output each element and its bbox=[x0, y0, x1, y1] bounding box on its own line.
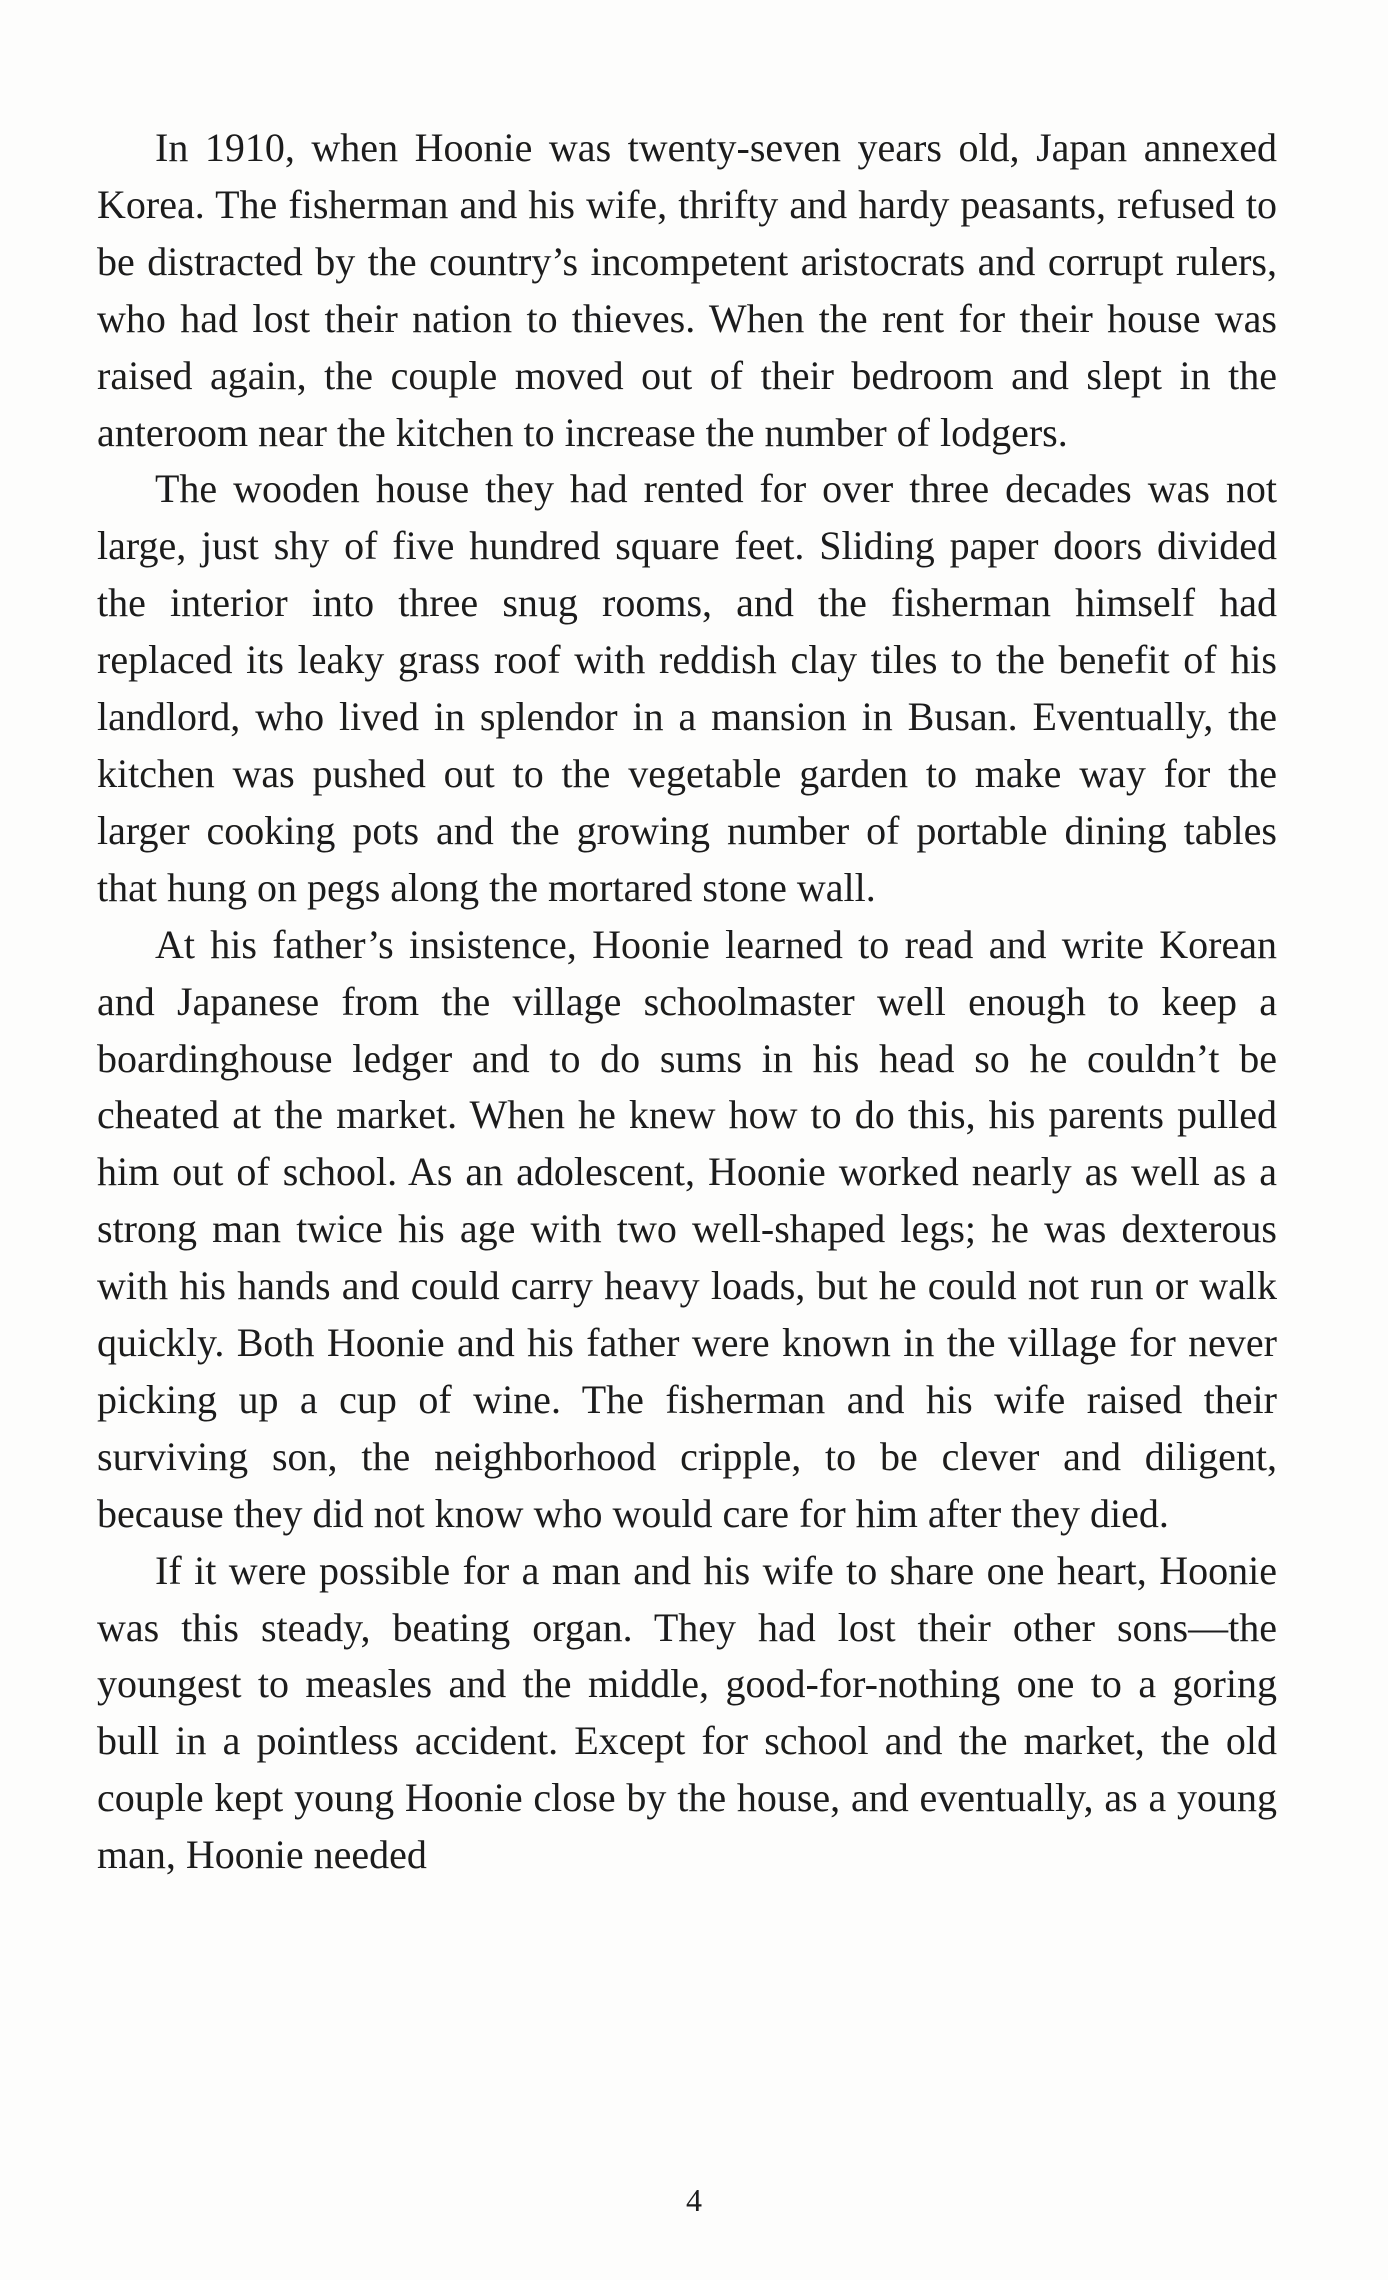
paragraph-2: The wooden house they had rented for over three decades was not large, just shy of five hundred square feet. Sliding paper doors divided the interior into three snug rooms, and the fisherman himself had replaced its leaky grass roof with reddish clay tiles to the benefit of his landlord, who lived in splendor in a mansion in Busan. Eventually, the kitchen was pushed out to the vegetable garden to make way for the larger cooking pots and the growing number of portable dining tables that hung on pegs along the mortared stone wall. bbox=[97, 466, 1277, 910]
paragraph-3: At his father’s insistence, Hoonie learned to read and write Korean and Japanese from the village schoolmaster well enough to keep a boardinghouse ledger and to do sums in his head so he couldn’t be cheated at the market. When he knew how to do this, his parents pulled him out of school. As an adolescent, Hoonie worked nearly as well as a strong man twice his age with two well-shaped legs; he was dexterous with his hands and could carry heavy loads, but he could not run or walk quickly. Both Hoonie and his father were known in the village for never picking up a cup of wine. The fisherman and his wife raised their surviving son, the neighborhood cripple, to be clever and diligent, because they did not know who would care for him after they died. bbox=[97, 921, 1277, 1536]
page-number: 4 bbox=[686, 2182, 702, 2218]
body-text bbox=[97, 120, 1277, 1884]
paragraph-4: If it were possible for a man and his wife to share one heart, Hoonie was this steady, beating organ. They had lost their other sons—the youngest to measles and the middle, good-for-nothing one to a goring bull in a pointless accident. Except for school and the market, the old couple kept young Hoonie close by the house, and eventually, as a young man, Hoonie needed bbox=[97, 1547, 1277, 1878]
paragraph-1: In 1910, when Hoonie was twenty-seven years old, Japan annexed Korea. The fisherman and his wife, thrifty and hardy peasants, refused to be distracted by the country’s incompetent aristocrats and corrupt rulers, who had lost their nation to thieves. When the rent for their house was raised again, the couple moved out of their bedroom and slept in the anteroom near the kitchen to increase the number of lodgers. bbox=[97, 125, 1277, 455]
